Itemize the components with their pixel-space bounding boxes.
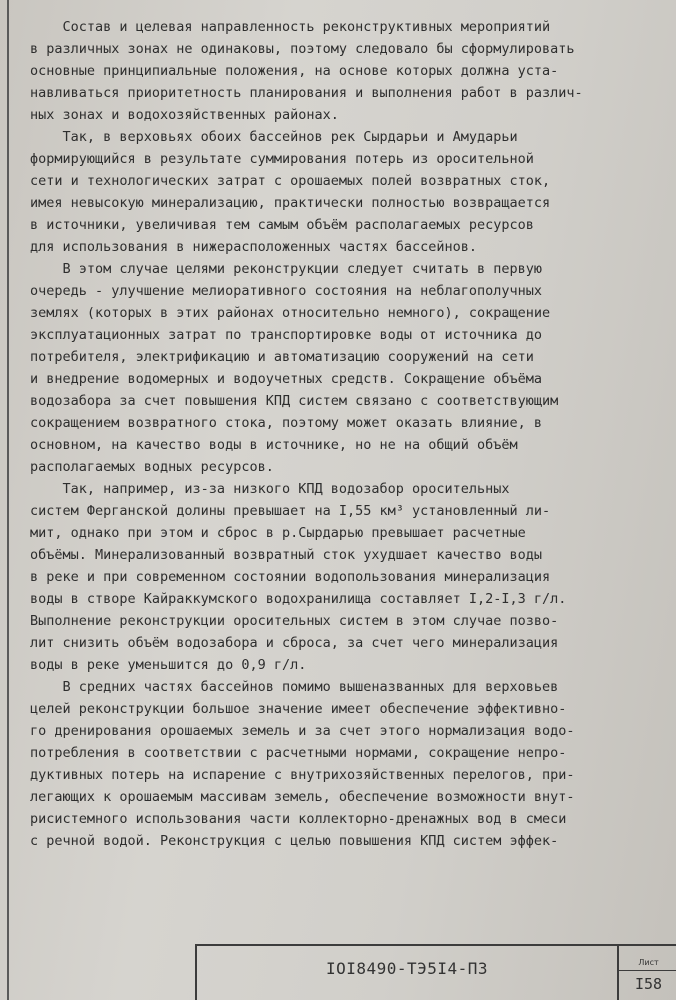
text-line: с речной водой. Реконструкция с целью повышения КПД систем эффек- bbox=[30, 833, 559, 849]
text-line: воды в створе Кайраккумского водохранилища составляет I,2-I,3 г/л. bbox=[30, 591, 567, 607]
paragraph-1 bbox=[30, 16, 670, 126]
text-line: В этом случае целями реконструкции следует считать в первую bbox=[30, 261, 543, 277]
text-line: в различных зонах не одинаковы, поэтому следовало бы сформулировать bbox=[30, 41, 575, 57]
text-line: рисистемного использования части коллекторно-дренажных вод в смеси bbox=[30, 811, 567, 827]
text-line: Так, в верховьях обоих бассейнов рек Сырдарьи и Амударьи bbox=[30, 129, 518, 145]
text-line: землях (которых в этих районах относительно немного), сокращение bbox=[30, 305, 551, 321]
text-line: располагаемых водных ресурсов. bbox=[30, 459, 274, 475]
text-line: Выполнение реконструкции оросительных систем в этом случае позво- bbox=[30, 613, 559, 629]
text-line: потребителя, электрификацию и автоматизацию сооружений на сети bbox=[30, 349, 534, 365]
text-line: формирующийся в результате суммирования потерь из оросительной bbox=[30, 151, 534, 167]
text-line: и внедрение водомерных и водоучетных средств. Сокращение объёма bbox=[30, 371, 543, 387]
paragraph-4 bbox=[30, 478, 670, 676]
sheet-label: Лист bbox=[619, 956, 676, 971]
text-line: сокращением возвратного стока, поэтому может оказать влияние, в bbox=[30, 415, 543, 431]
text-line: основном, на качество воды в источнике, но не на общий объём bbox=[30, 437, 518, 453]
document-body bbox=[30, 16, 670, 852]
text-line: водозабора за счет повышения КПД систем связано с соответствующим bbox=[30, 393, 559, 409]
text-line: имея невысокую минерализацию, практически полностью возвращается bbox=[30, 195, 551, 211]
text-line: целей реконструкции большое значение имеет обеспечение эффективно- bbox=[30, 701, 567, 717]
text-line: для использования в нижерасположенных частях бассейнов. bbox=[30, 239, 478, 255]
text-line: го дренирования орошаемых земель и за счет этого нормализация водо- bbox=[30, 723, 575, 739]
text-line: В средних частях бассейнов помимо вышеназванных для верховьев bbox=[30, 679, 559, 695]
text-line: систем Ферганской долины превышает на I,55 км³ установленный ли- bbox=[30, 503, 551, 519]
text-line: дуктивных потерь на испарение с внутрихозяйственных перелогов, при- bbox=[30, 767, 575, 783]
sheet-number: I58 bbox=[634, 975, 663, 993]
sheet-cell bbox=[617, 946, 676, 1000]
text-line: Так, например, из-за низкого КПД водозабор оросительных bbox=[30, 481, 510, 497]
title-block bbox=[195, 944, 676, 1000]
text-line: в реке и при современном состоянии водопользования минерализация bbox=[30, 569, 551, 585]
text-line: Состав и целевая направленность реконструктивных мероприятий bbox=[30, 19, 551, 35]
paragraph-3 bbox=[30, 258, 670, 478]
text-line: основные принципиальные положения, на основе которых должна уста- bbox=[30, 63, 559, 79]
text-line: воды в реке уменьшится до 0,9 г/л. bbox=[30, 657, 307, 673]
text-line: очередь - улучшение мелиоративного состояния на неблагополучных bbox=[30, 283, 543, 299]
paragraph-2 bbox=[30, 126, 670, 258]
text-line: лит снизить объём водозабора и сброса, за счет чего минерализация bbox=[30, 635, 559, 651]
text-line: легающих к орошаемым массивам земель, обеспечение возможности внут- bbox=[30, 789, 575, 805]
text-line: в источники, увеличивая тем самым объём располагаемых ресурсов bbox=[30, 217, 534, 233]
text-line: ных зонах и водохозяйственных районах. bbox=[30, 107, 339, 123]
page-frame-left-border bbox=[7, 0, 9, 1000]
text-line: навливаться приоритетность планирования и выполнения работ в различ- bbox=[30, 85, 583, 101]
document-code: IOI8490-ТЭ5I4-ПЗ bbox=[325, 959, 489, 978]
text-line: потребления в соответствии с расчетными нормами, сокращение непро- bbox=[30, 745, 567, 761]
text-line: мит, однако при этом и сброс в р.Сырдарью превышает расчетные bbox=[30, 525, 526, 541]
paragraph-5 bbox=[30, 676, 670, 852]
text-line: эксплуатационных затрат по транспортировке воды от источника до bbox=[30, 327, 543, 343]
text-line: сети и технологических затрат с орошаемых полей возвратных сток, bbox=[30, 173, 551, 189]
text-line: объёмы. Минерализованный возвратный сток ухудшает качество воды bbox=[30, 547, 543, 563]
